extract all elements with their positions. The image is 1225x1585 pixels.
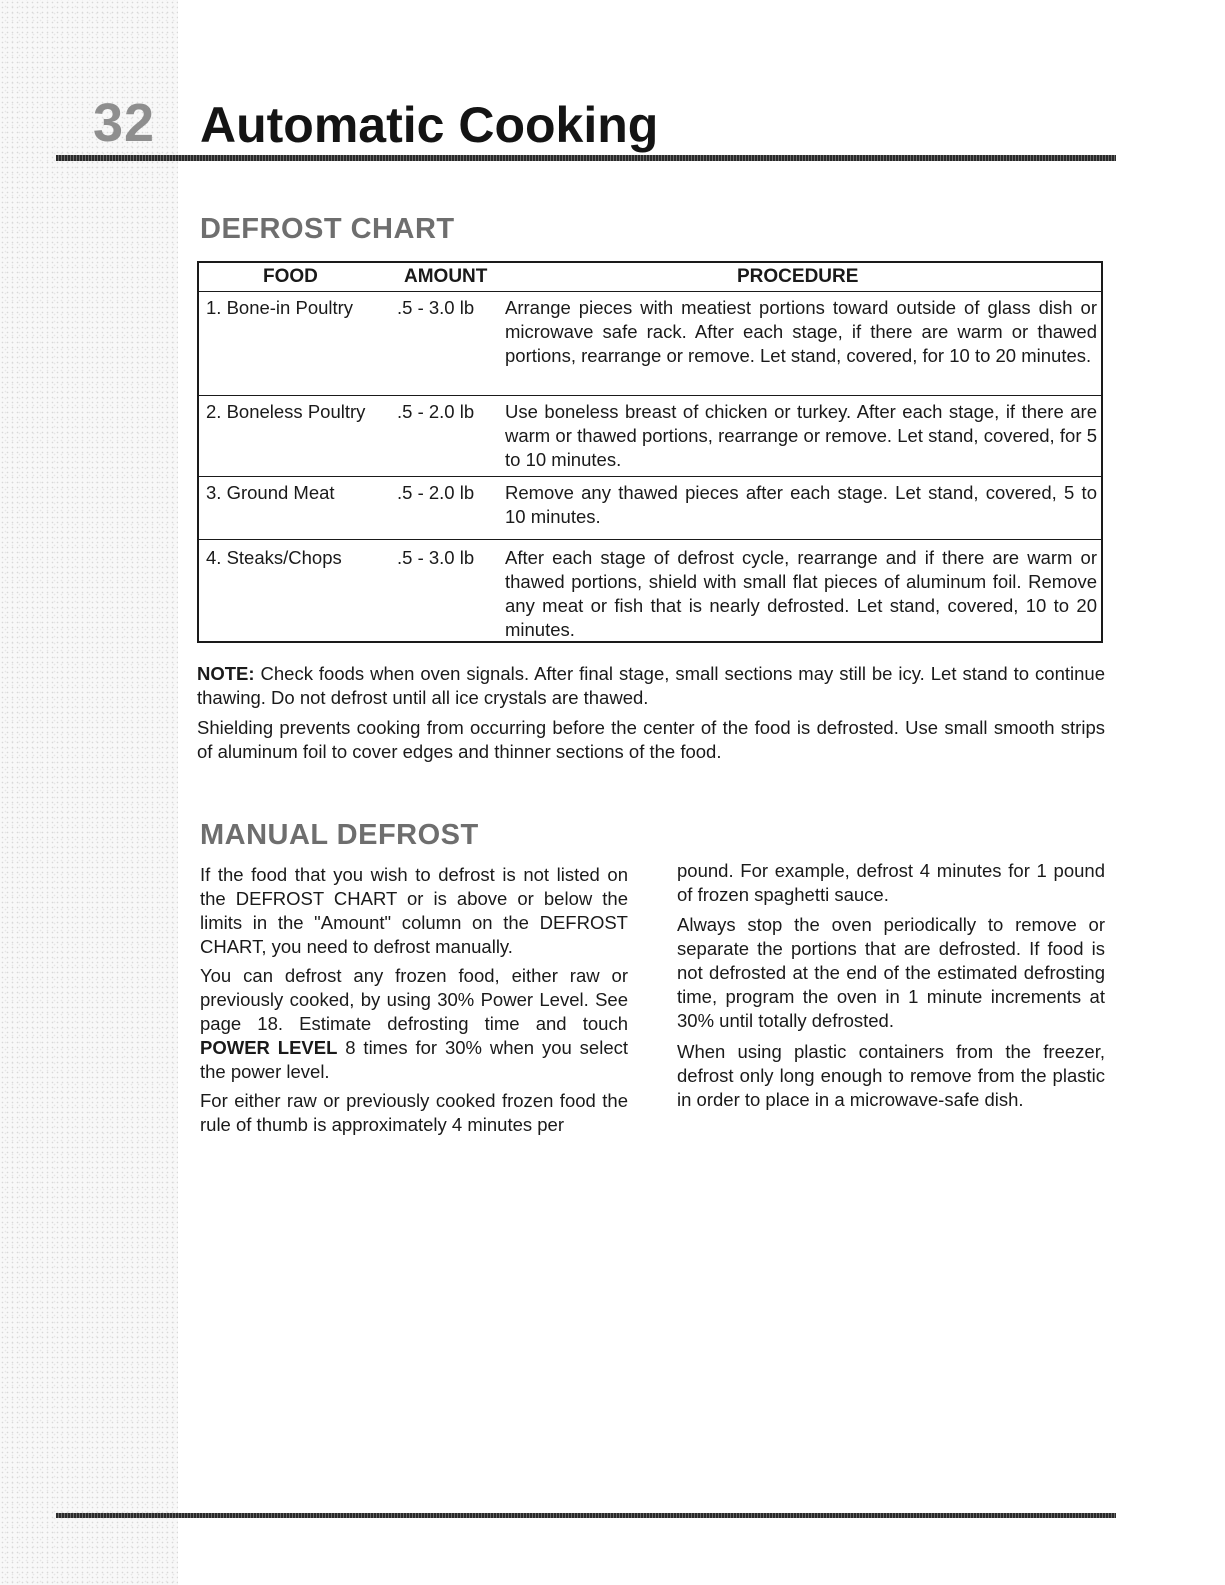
shielding-paragraph: Shielding prevents cooking from occurring before the center of the food is defrosted. Use small smooth strips of aluminum foil to cover edges and thinner sections of the food.	[197, 717, 1105, 762]
manual-paragraph-6: When using plastic containers from the freezer, defrost only long enough to remove from the plastic in order to place in a microwave-safe dish.	[677, 1041, 1105, 1110]
row-divider	[199, 476, 1101, 477]
table-header	[199, 263, 1101, 292]
amount-cell: .5 - 3.0 lb	[397, 547, 475, 568]
row-divider	[199, 395, 1101, 396]
column-header-food: FOOD	[263, 266, 318, 287]
manual-paragraph-1: If the food that you wish to defrost is not listed on the DEFROST CHART or is above or below the limits in the "Amount" column on the DEFROST CHART, you need to defrost manually.	[200, 864, 628, 957]
header-rule	[56, 155, 1116, 161]
manual-paragraph-2-start: You can defrost any frozen food, either raw or previously cooked, by using 30% Power Level. See page 18. Estimate defrosting time and touch	[200, 965, 628, 1034]
row-divider	[199, 539, 1101, 540]
note-label: NOTE:	[197, 663, 255, 684]
manual-defrost-heading: MANUAL DEFROST	[200, 819, 479, 851]
procedure-cell: After each stage of defrost cycle, rearrange and if there are warm or thawed portions, shield with small flat pieces of aluminum foil. Remove any meat or fish that is nearly defrosted. Let stand, covered, 10 to 20 minutes.	[505, 547, 1097, 640]
food-cell: 2. Boneless Poultry	[206, 401, 366, 422]
side-texture	[0, 0, 178, 1585]
footer-rule	[56, 1513, 1116, 1518]
procedure-cell: Arrange pieces with meatiest portions toward outside of glass dish or microwave safe rack. After each stage, if there are warm or thawed portions, rearrange or remove. Let stand, covered, for 10 to 20 minutes.	[505, 297, 1097, 366]
note-paragraph	[197, 662, 1105, 710]
defrost-chart-heading: DEFROST CHART	[200, 213, 455, 245]
food-cell: 4. Steaks/Chops	[206, 547, 342, 568]
page-title: Automatic Cooking	[200, 97, 659, 153]
column-header-procedure: PROCEDURE	[737, 266, 859, 287]
manual-paragraph-2	[200, 964, 628, 1084]
manual-paragraph-2-end: 8 times for 30% when you select the power level.	[200, 1037, 628, 1082]
amount-cell: .5 - 3.0 lb	[397, 297, 475, 318]
manual-paragraph-5: Always stop the oven periodically to remove or separate the portions that are defrosted. If food is not defrosted at the end of the estimated defrosting time, program the oven in 1 minute increments at 30% until totally defrosted.	[677, 914, 1105, 1031]
column-header-amount: AMOUNT	[404, 266, 488, 287]
procedure-cell: Use boneless breast of chicken or turkey. After each stage, if there are warm or thawed portions, rearrange or remove. Let stand, covered, for 5 to 10 minutes.	[505, 401, 1097, 470]
power-level-label: POWER LEVEL	[200, 1037, 338, 1058]
manual-paragraph-3: For either raw or previously cooked frozen food the rule of thumb is approximately 4 minutes per	[200, 1090, 628, 1135]
defrost-chart-table	[197, 261, 1103, 643]
page-number: 32	[93, 93, 156, 153]
manual-paragraph-4: pound. For example, defrost 4 minutes for 1 pound of frozen spaghetti sauce.	[677, 860, 1105, 905]
amount-cell: .5 - 2.0 lb	[397, 401, 475, 422]
food-cell: 3. Ground Meat	[206, 482, 335, 503]
amount-cell: .5 - 2.0 lb	[397, 482, 475, 503]
procedure-cell: Remove any thawed pieces after each stage. Let stand, covered, 5 to 10 minutes.	[505, 482, 1097, 527]
note-text: Check foods when oven signals. After final stage, small sections may still be icy. Let stand to continue thawing. Do not defrost until all ice crystals are thawed.	[197, 663, 1105, 708]
food-cell: 1. Bone-in Poultry	[206, 297, 354, 318]
